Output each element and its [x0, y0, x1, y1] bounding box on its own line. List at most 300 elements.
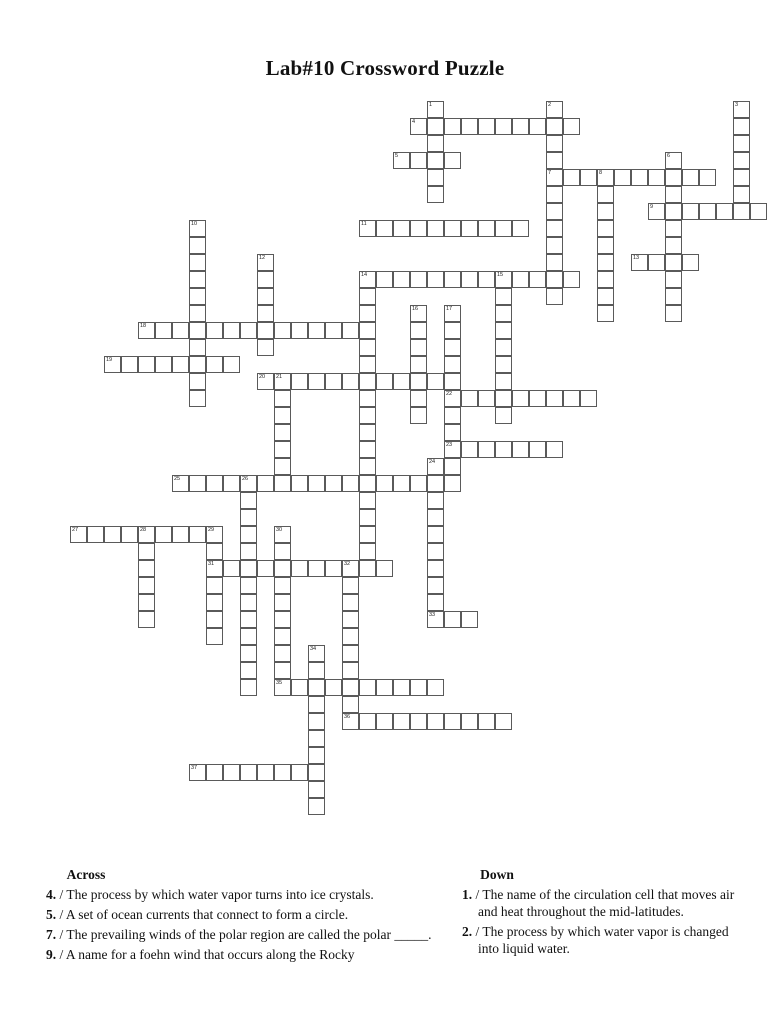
crossword-cell[interactable]	[478, 713, 495, 730]
crossword-cell[interactable]	[597, 169, 614, 186]
crossword-cell[interactable]	[172, 475, 189, 492]
crossword-cell[interactable]	[393, 271, 410, 288]
crossword-cell[interactable]	[257, 339, 274, 356]
crossword-cell[interactable]	[206, 594, 223, 611]
crossword-cell[interactable]	[325, 679, 342, 696]
crossword-cell[interactable]	[308, 373, 325, 390]
crossword-cell[interactable]	[308, 798, 325, 815]
crossword-cell[interactable]	[495, 288, 512, 305]
crossword-cell[interactable]	[444, 390, 461, 407]
crossword-cell[interactable]	[257, 271, 274, 288]
crossword-cell[interactable]	[529, 118, 546, 135]
crossword-cell[interactable]	[342, 679, 359, 696]
crossword-cell[interactable]	[189, 390, 206, 407]
crossword-cell[interactable]	[597, 203, 614, 220]
crossword-cell[interactable]	[240, 322, 257, 339]
crossword-cell[interactable]	[427, 492, 444, 509]
crossword-cell[interactable]	[308, 645, 325, 662]
crossword-cell[interactable]	[563, 169, 580, 186]
crossword-cell[interactable]	[342, 611, 359, 628]
crossword-cell[interactable]	[240, 526, 257, 543]
crossword-cell[interactable]	[291, 475, 308, 492]
crossword-cell[interactable]	[291, 322, 308, 339]
crossword-cell[interactable]	[393, 220, 410, 237]
crossword-cell[interactable]	[189, 254, 206, 271]
crossword-cell[interactable]	[665, 254, 682, 271]
crossword-cell[interactable]	[376, 220, 393, 237]
crossword-cell[interactable]	[359, 390, 376, 407]
crossword-cell[interactable]	[393, 152, 410, 169]
crossword-cell[interactable]	[495, 220, 512, 237]
crossword-cell[interactable]	[495, 373, 512, 390]
crossword-cell[interactable]	[512, 441, 529, 458]
crossword-cell[interactable]	[240, 764, 257, 781]
crossword-cell[interactable]	[546, 203, 563, 220]
crossword-cell[interactable]	[733, 101, 750, 118]
crossword-cell[interactable]	[308, 747, 325, 764]
crossword-cell[interactable]	[189, 288, 206, 305]
crossword-cell[interactable]	[189, 237, 206, 254]
crossword-cell[interactable]	[478, 220, 495, 237]
crossword-cell[interactable]	[359, 322, 376, 339]
crossword-cell[interactable]	[240, 594, 257, 611]
crossword-cell[interactable]	[427, 152, 444, 169]
crossword-cell[interactable]	[308, 322, 325, 339]
crossword-cell[interactable]	[308, 662, 325, 679]
crossword-cell[interactable]	[376, 475, 393, 492]
crossword-cell[interactable]	[733, 169, 750, 186]
crossword-cell[interactable]	[138, 594, 155, 611]
crossword-cell[interactable]	[257, 305, 274, 322]
crossword-cell[interactable]	[359, 560, 376, 577]
crossword-cell[interactable]	[308, 781, 325, 798]
crossword-cell[interactable]	[138, 543, 155, 560]
crossword-cell[interactable]	[342, 373, 359, 390]
crossword-cell[interactable]	[427, 526, 444, 543]
crossword-cell[interactable]	[427, 169, 444, 186]
crossword-cell[interactable]	[546, 441, 563, 458]
crossword-cell[interactable]	[189, 220, 206, 237]
crossword-cell[interactable]	[359, 441, 376, 458]
crossword-cell[interactable]	[359, 713, 376, 730]
crossword-cell[interactable]	[342, 594, 359, 611]
crossword-cell[interactable]	[410, 220, 427, 237]
crossword-cell[interactable]	[682, 169, 699, 186]
crossword-cell[interactable]	[410, 356, 427, 373]
crossword-cell[interactable]	[138, 560, 155, 577]
crossword-cell[interactable]	[291, 373, 308, 390]
crossword-cell[interactable]	[206, 577, 223, 594]
crossword-cell[interactable]	[359, 458, 376, 475]
crossword-cell[interactable]	[274, 390, 291, 407]
crossword-cell[interactable]	[308, 764, 325, 781]
crossword-cell[interactable]	[189, 475, 206, 492]
crossword-cell[interactable]	[682, 203, 699, 220]
crossword-cell[interactable]	[121, 526, 138, 543]
crossword-cell[interactable]	[274, 645, 291, 662]
crossword-cell[interactable]	[597, 305, 614, 322]
crossword-cell[interactable]	[240, 475, 257, 492]
crossword-cell[interactable]	[427, 220, 444, 237]
crossword-cell[interactable]	[410, 407, 427, 424]
crossword-cell[interactable]	[427, 577, 444, 594]
crossword-cell[interactable]	[308, 679, 325, 696]
crossword-cell[interactable]	[427, 458, 444, 475]
crossword-cell[interactable]	[495, 390, 512, 407]
crossword-cell[interactable]	[444, 458, 461, 475]
crossword-cell[interactable]	[410, 305, 427, 322]
crossword-cell[interactable]	[427, 713, 444, 730]
crossword-cell[interactable]	[444, 356, 461, 373]
crossword-cell[interactable]	[206, 356, 223, 373]
crossword-cell[interactable]	[257, 560, 274, 577]
crossword-cell[interactable]	[359, 526, 376, 543]
crossword-cell[interactable]	[495, 118, 512, 135]
crossword-cell[interactable]	[512, 220, 529, 237]
crossword-cell[interactable]	[240, 560, 257, 577]
crossword-cell[interactable]	[325, 475, 342, 492]
crossword-cell[interactable]	[427, 611, 444, 628]
crossword-cell[interactable]	[444, 475, 461, 492]
crossword-cell[interactable]	[546, 254, 563, 271]
crossword-cell[interactable]	[359, 407, 376, 424]
crossword-cell[interactable]	[512, 390, 529, 407]
crossword-cell[interactable]	[189, 322, 206, 339]
crossword-cell[interactable]	[529, 390, 546, 407]
crossword-cell[interactable]	[308, 696, 325, 713]
crossword-cell[interactable]	[444, 424, 461, 441]
crossword-cell[interactable]	[733, 118, 750, 135]
crossword-cell[interactable]	[274, 475, 291, 492]
crossword-cell[interactable]	[410, 390, 427, 407]
crossword-cell[interactable]	[444, 152, 461, 169]
crossword-cell[interactable]	[359, 679, 376, 696]
crossword-cell[interactable]	[240, 628, 257, 645]
crossword-cell[interactable]	[665, 305, 682, 322]
crossword-cell[interactable]	[342, 560, 359, 577]
crossword-cell[interactable]	[155, 356, 172, 373]
crossword-cell[interactable]	[87, 526, 104, 543]
crossword-cell[interactable]	[546, 152, 563, 169]
crossword-cell[interactable]	[308, 560, 325, 577]
crossword-cell[interactable]	[138, 611, 155, 628]
crossword-cell[interactable]	[274, 611, 291, 628]
crossword-cell[interactable]	[240, 543, 257, 560]
crossword-cell[interactable]	[410, 679, 427, 696]
crossword-cell[interactable]	[189, 305, 206, 322]
crossword-cell[interactable]	[733, 203, 750, 220]
crossword-cell[interactable]	[257, 764, 274, 781]
crossword-cell[interactable]	[563, 390, 580, 407]
crossword-cell[interactable]	[597, 288, 614, 305]
crossword-cell[interactable]	[359, 424, 376, 441]
crossword-cell[interactable]	[155, 526, 172, 543]
crossword-cell[interactable]	[427, 135, 444, 152]
crossword-cell[interactable]	[597, 237, 614, 254]
crossword-cell[interactable]	[308, 730, 325, 747]
crossword-cell[interactable]	[376, 373, 393, 390]
crossword-cell[interactable]	[699, 203, 716, 220]
crossword-cell[interactable]	[274, 373, 291, 390]
crossword-cell[interactable]	[427, 101, 444, 118]
crossword-cell[interactable]	[546, 271, 563, 288]
crossword-cell[interactable]	[206, 543, 223, 560]
crossword-cell[interactable]	[512, 271, 529, 288]
crossword-cell[interactable]	[461, 220, 478, 237]
crossword-cell[interactable]	[189, 271, 206, 288]
crossword-cell[interactable]	[172, 526, 189, 543]
crossword-cell[interactable]	[410, 322, 427, 339]
crossword-cell[interactable]	[444, 118, 461, 135]
crossword-cell[interactable]	[240, 662, 257, 679]
crossword-cell[interactable]	[138, 526, 155, 543]
crossword-cell[interactable]	[444, 305, 461, 322]
crossword-cell[interactable]	[155, 322, 172, 339]
crossword-cell[interactable]	[206, 628, 223, 645]
crossword-cell[interactable]	[274, 764, 291, 781]
crossword-cell[interactable]	[376, 560, 393, 577]
crossword-cell[interactable]	[359, 509, 376, 526]
crossword-cell[interactable]	[359, 543, 376, 560]
crossword-cell[interactable]	[257, 288, 274, 305]
crossword-cell[interactable]	[546, 101, 563, 118]
crossword-cell[interactable]	[308, 475, 325, 492]
crossword-cell[interactable]	[274, 560, 291, 577]
crossword-cell[interactable]	[240, 509, 257, 526]
crossword-cell[interactable]	[104, 356, 121, 373]
crossword-cell[interactable]	[665, 288, 682, 305]
crossword-cell[interactable]	[444, 373, 461, 390]
crossword-cell[interactable]	[631, 254, 648, 271]
crossword-cell[interactable]	[223, 322, 240, 339]
crossword-cell[interactable]	[682, 254, 699, 271]
crossword-cell[interactable]	[495, 305, 512, 322]
crossword-cell[interactable]	[274, 526, 291, 543]
crossword-cell[interactable]	[648, 254, 665, 271]
crossword-cell[interactable]	[257, 322, 274, 339]
crossword-cell[interactable]	[614, 169, 631, 186]
crossword-cell[interactable]	[342, 696, 359, 713]
crossword-cell[interactable]	[240, 679, 257, 696]
crossword-cell[interactable]	[359, 305, 376, 322]
crossword-cell[interactable]	[138, 356, 155, 373]
crossword-cell[interactable]	[546, 186, 563, 203]
crossword-cell[interactable]	[427, 186, 444, 203]
crossword-cell[interactable]	[427, 560, 444, 577]
crossword-cell[interactable]	[393, 679, 410, 696]
crossword-cell[interactable]	[750, 203, 767, 220]
crossword-cell[interactable]	[274, 662, 291, 679]
crossword-cell[interactable]	[495, 356, 512, 373]
crossword-cell[interactable]	[427, 373, 444, 390]
crossword-cell[interactable]	[223, 356, 240, 373]
crossword-cell[interactable]	[274, 628, 291, 645]
crossword-cell[interactable]	[665, 237, 682, 254]
crossword-cell[interactable]	[325, 373, 342, 390]
crossword-cell[interactable]	[291, 679, 308, 696]
crossword-cell[interactable]	[699, 169, 716, 186]
crossword-cell[interactable]	[274, 441, 291, 458]
crossword-cell[interactable]	[206, 611, 223, 628]
crossword-cell[interactable]	[359, 339, 376, 356]
crossword-cell[interactable]	[665, 220, 682, 237]
crossword-cell[interactable]	[138, 322, 155, 339]
crossword-cell[interactable]	[478, 118, 495, 135]
crossword-cell[interactable]	[240, 645, 257, 662]
crossword-cell[interactable]	[376, 713, 393, 730]
crossword-cell[interactable]	[342, 645, 359, 662]
crossword-cell[interactable]	[274, 543, 291, 560]
crossword-cell[interactable]	[461, 271, 478, 288]
crossword-cell[interactable]	[410, 271, 427, 288]
crossword-cell[interactable]	[189, 339, 206, 356]
crossword-cell[interactable]	[546, 135, 563, 152]
crossword-cell[interactable]	[189, 764, 206, 781]
crossword-cell[interactable]	[665, 186, 682, 203]
crossword-cell[interactable]	[597, 271, 614, 288]
crossword-cell[interactable]	[631, 169, 648, 186]
crossword-cell[interactable]	[427, 118, 444, 135]
crossword-cell[interactable]	[461, 611, 478, 628]
crossword-cell[interactable]	[274, 407, 291, 424]
crossword-cell[interactable]	[359, 492, 376, 509]
crossword-cell[interactable]	[716, 203, 733, 220]
crossword-cell[interactable]	[376, 271, 393, 288]
crossword-cell[interactable]	[665, 203, 682, 220]
crossword-cell[interactable]	[410, 118, 427, 135]
crossword-cell[interactable]	[359, 356, 376, 373]
crossword-cell[interactable]	[427, 271, 444, 288]
crossword-cell[interactable]	[274, 594, 291, 611]
crossword-cell[interactable]	[478, 390, 495, 407]
crossword-cell[interactable]	[325, 560, 342, 577]
crossword-cell[interactable]	[138, 577, 155, 594]
crossword-cell[interactable]	[172, 322, 189, 339]
crossword-cell[interactable]	[274, 424, 291, 441]
crossword-cell[interactable]	[546, 390, 563, 407]
crossword-cell[interactable]	[359, 288, 376, 305]
crossword-cell[interactable]	[274, 577, 291, 594]
crossword-cell[interactable]	[189, 526, 206, 543]
crossword-cell[interactable]	[342, 628, 359, 645]
crossword-cell[interactable]	[495, 713, 512, 730]
crossword-cell[interactable]	[410, 475, 427, 492]
crossword-cell[interactable]	[206, 560, 223, 577]
crossword-cell[interactable]	[495, 441, 512, 458]
crossword-cell[interactable]	[495, 322, 512, 339]
crossword-cell[interactable]	[648, 169, 665, 186]
crossword-cell[interactable]	[461, 713, 478, 730]
crossword-cell[interactable]	[461, 390, 478, 407]
crossword-cell[interactable]	[223, 475, 240, 492]
crossword-cell[interactable]	[665, 152, 682, 169]
crossword-cell[interactable]	[410, 339, 427, 356]
crossword-cell[interactable]	[359, 475, 376, 492]
crossword-cell[interactable]	[444, 441, 461, 458]
crossword-cell[interactable]	[546, 118, 563, 135]
crossword-cell[interactable]	[274, 679, 291, 696]
crossword-cell[interactable]	[70, 526, 87, 543]
crossword-cell[interactable]	[444, 407, 461, 424]
crossword-cell[interactable]	[495, 339, 512, 356]
crossword-cell[interactable]	[444, 713, 461, 730]
crossword-cell[interactable]	[495, 407, 512, 424]
crossword-cell[interactable]	[206, 764, 223, 781]
crossword-cell[interactable]	[478, 441, 495, 458]
crossword-cell[interactable]	[427, 679, 444, 696]
crossword-cell[interactable]	[580, 169, 597, 186]
crossword-cell[interactable]	[257, 373, 274, 390]
crossword-cell[interactable]	[427, 509, 444, 526]
crossword-cell[interactable]	[359, 271, 376, 288]
crossword-cell[interactable]	[461, 118, 478, 135]
crossword-cell[interactable]	[512, 118, 529, 135]
crossword-cell[interactable]	[291, 560, 308, 577]
crossword-cell[interactable]	[291, 764, 308, 781]
crossword-cell[interactable]	[444, 611, 461, 628]
crossword-cell[interactable]	[648, 203, 665, 220]
crossword-cell[interactable]	[206, 475, 223, 492]
crossword-cell[interactable]	[206, 322, 223, 339]
crossword-cell[interactable]	[121, 356, 138, 373]
crossword-cell[interactable]	[733, 152, 750, 169]
crossword-cell[interactable]	[189, 373, 206, 390]
crossword-cell[interactable]	[444, 322, 461, 339]
crossword-cell[interactable]	[308, 713, 325, 730]
crossword-cell[interactable]	[546, 237, 563, 254]
crossword-cell[interactable]	[478, 271, 495, 288]
crossword-cell[interactable]	[206, 526, 223, 543]
crossword-cell[interactable]	[580, 390, 597, 407]
crossword-cell[interactable]	[223, 560, 240, 577]
crossword-cell[interactable]	[427, 594, 444, 611]
crossword-cell[interactable]	[393, 373, 410, 390]
crossword-cell[interactable]	[665, 271, 682, 288]
crossword-cell[interactable]	[342, 713, 359, 730]
crossword-cell[interactable]	[223, 764, 240, 781]
crossword-cell[interactable]	[104, 526, 121, 543]
crossword-cell[interactable]	[342, 475, 359, 492]
crossword-cell[interactable]	[546, 169, 563, 186]
crossword-cell[interactable]	[546, 220, 563, 237]
crossword-cell[interactable]	[257, 254, 274, 271]
crossword-cell[interactable]	[376, 679, 393, 696]
crossword-cell[interactable]	[597, 186, 614, 203]
crossword-cell[interactable]	[597, 254, 614, 271]
crossword-cell[interactable]	[359, 220, 376, 237]
crossword-cell[interactable]	[274, 458, 291, 475]
crossword-cell[interactable]	[325, 322, 342, 339]
crossword-cell[interactable]	[359, 373, 376, 390]
crossword-cell[interactable]	[563, 271, 580, 288]
crossword-cell[interactable]	[274, 322, 291, 339]
crossword-cell[interactable]	[410, 373, 427, 390]
crossword-cell[interactable]	[240, 577, 257, 594]
crossword-cell[interactable]	[444, 220, 461, 237]
crossword-cell[interactable]	[240, 611, 257, 628]
crossword-cell[interactable]	[529, 271, 546, 288]
crossword-cell[interactable]	[410, 713, 427, 730]
crossword-cell[interactable]	[461, 441, 478, 458]
crossword-cell[interactable]	[444, 339, 461, 356]
crossword-cell[interactable]	[597, 220, 614, 237]
crossword-cell[interactable]	[563, 118, 580, 135]
crossword-cell[interactable]	[665, 169, 682, 186]
crossword-cell[interactable]	[342, 577, 359, 594]
crossword-cell[interactable]	[427, 543, 444, 560]
crossword-cell[interactable]	[342, 662, 359, 679]
crossword-cell[interactable]	[733, 186, 750, 203]
